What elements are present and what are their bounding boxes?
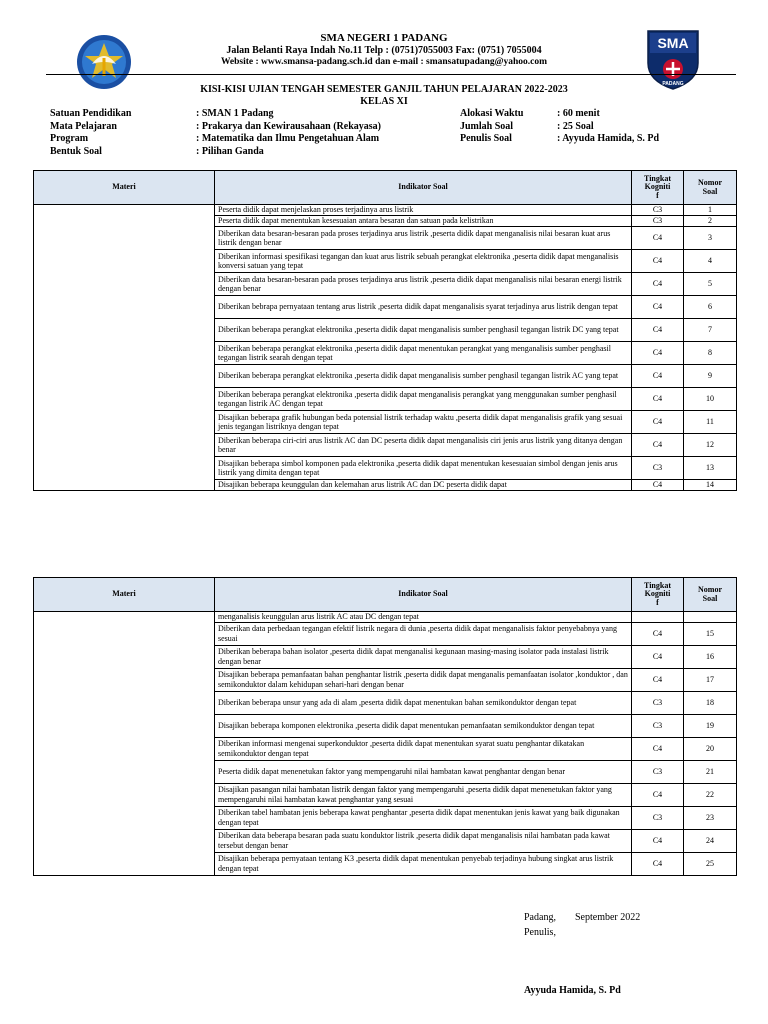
meta-label: Bentuk Soal [50, 145, 102, 157]
level-cell: C4 [632, 250, 684, 273]
indikator-cell: Disajikan beberapa pemanfaatan bahan penghantar listrik ,peserta didik dapat menganalis pemanfaatan isolator ,konduktor , dan semikonduktor dalam kehidupan sehari-hari dengan benar [215, 668, 632, 691]
number-cell: 3 [684, 227, 737, 250]
level-cell: C3 [632, 457, 684, 480]
materi-cell [34, 612, 215, 876]
level-cell: C4 [632, 852, 684, 875]
meta-right-values [557, 108, 659, 146]
logo-text: SMA [657, 35, 689, 51]
table-header-row [34, 578, 737, 612]
level-cell: C4 [632, 622, 684, 645]
header-materi: Materi [34, 578, 215, 612]
number-cell: 20 [684, 737, 737, 760]
level-cell: C4 [632, 480, 684, 491]
signature-date: September 2022 [575, 912, 641, 923]
number-cell: 4 [684, 250, 737, 273]
meta-value: : Pilihan Ganda [196, 145, 264, 157]
level-cell: C4 [632, 434, 684, 457]
indikator-cell: Diberikan informasi spesifikasi tegangan dan kuat arus listrik sebuah perangkat elektronika ,peserta didik dapat menganalisis konversi satuan yang tepat [215, 250, 632, 273]
number-cell: 17 [684, 668, 737, 691]
header-tingkat-line: Kogniti [644, 589, 671, 599]
indikator-cell: Diberikan data perbedaan tegangan efektif listrik negara di dunia ,peserta didik dapat menganalisis faktor penyebabnya yang sesuai [215, 622, 632, 645]
signature-name: Ayyuda Hamida, S. Pd [524, 985, 621, 996]
indikator-cell: Disajikan beberapa keunggulan dan kelemahan arus listrik AC dan DC peserta didik dapat [215, 480, 632, 491]
number-cell: 19 [684, 714, 737, 737]
indikator-cell: Disajikan beberapa komponen elektronika ,peserta didik dapat menentukan pemanfaatan semikonduktor dengan tepat [215, 714, 632, 737]
header-tingkat-line: Tingkat [644, 173, 671, 183]
level-cell: C3 [632, 691, 684, 714]
header-nomor-line: Nomor [698, 585, 722, 594]
number-cell: 8 [684, 342, 737, 365]
table-header-row [34, 171, 737, 205]
indikator-cell: Disajikan pasangan nilai hambatan listrik dengan faktor yang mempengaruhi ,peserta didik dapat menenetukan faktor yang mempengaruhi nilai hambatan kawat penghantar yang sesuai [215, 783, 632, 806]
indikator-cell: Peserta didik dapat menentukan kesesuaian antara besaran dan satuan pada kelistrikan [215, 216, 632, 227]
level-cell: C3 [632, 205, 684, 216]
indikator-cell: Disajikan beberapa simbol komponen pada elektronika ,peserta didik dapat menentukan kesesuaian simbol dengan jenis arus listrik yang dimita dengan tepat [215, 457, 632, 480]
header-tingkat-line: Tingkat [644, 580, 671, 590]
document-title: KISI-KISI UJIAN TENGAH SEMESTER GANJIL TAHUN PELAJARAN 2022-2023 [200, 84, 568, 95]
number-cell: 16 [684, 645, 737, 668]
indikator-cell: Diberikan beberapa perangkat elektronika ,peserta didik dapat menentukan perangkat yang menganalisis sumber penghasil tegangan listrik searah dengan tepat [215, 342, 632, 365]
meta-left-labels [50, 108, 131, 158]
number-cell [684, 612, 737, 623]
header-tingkat-line: f [656, 597, 659, 607]
number-cell: 25 [684, 852, 737, 875]
indikator-cell: Diberikan beberapa perangkat elektronika ,peserta didik dapat menganalisis sumber penghasil tegangan listrik AC yang tepat [215, 365, 632, 388]
number-cell: 7 [684, 319, 737, 342]
meta-value: : Ayyuda Hamida, S. Pd [557, 133, 660, 144]
level-cell: C4 [632, 668, 684, 691]
indikator-cell: Diberikan beberapa perangkat elektronika ,peserta didik dapat menganalisis perangkat yang menggunakan sumber penghasil tegangan listrik AC dengan tepat [215, 388, 632, 411]
school-website: Website : www.smansa-padang.sch.id dan e-mail : smansatupadang@yahoo.com [220, 57, 548, 67]
number-cell: 10 [684, 388, 737, 411]
meta-value: : Matematika dan Ilmu Pengetahuan Alam [196, 133, 380, 144]
header-tingkat-kognitif [632, 578, 684, 612]
header-rule [46, 74, 736, 75]
signature-place: Padang, [524, 912, 556, 923]
level-cell: C3 [632, 806, 684, 829]
meta-value: : Prakarya dan Kewirausahaan (Rekayasa) [196, 120, 382, 132]
meta-label: Program [50, 133, 89, 144]
header-indikator: Indikator Soal [215, 171, 632, 205]
table-row [34, 205, 737, 216]
number-cell: 1 [684, 205, 737, 216]
number-cell: 18 [684, 691, 737, 714]
school-name: SMA NEGERI 1 PADANG [320, 32, 448, 44]
indikator-cell: Diberikan beberapa perangkat elektronika ,peserta didik dapat menganalisis sumber penghasil tegangan listrik DC yang tepat [215, 319, 632, 342]
meta-right-labels [460, 108, 523, 146]
level-cell: C4 [632, 645, 684, 668]
materi-cell [34, 205, 215, 491]
indikator-cell: Peserta didik dapat menenetukan faktor yang mempengaruhi nilai hambatan kawat penghantar dengan benar [215, 760, 632, 783]
indikator-cell: Diberikan tabel hambatan jenis beberapa kawat penghantar ,peserta didik dapat menentukan jenis kawat yang baik digunakan dengan tepat [215, 806, 632, 829]
level-cell: C4 [632, 783, 684, 806]
document-class: KELAS XI [360, 96, 408, 107]
indikator-cell: Disajikan beberapa pernyataan tentang K3 ,peserta didik dapat menentukan penyebab terjadinya hubung singkat arus listrik dengan tepat [215, 852, 632, 875]
number-cell: 23 [684, 806, 737, 829]
indikator-cell: Diberikan beberapa ciri-ciri arus listrik AC dan DC peserta didik dapat menganalisis ciri jenis arus listrik yang ditanya dengan benar [215, 434, 632, 457]
header-nomor-soal [684, 578, 737, 612]
level-cell: C4 [632, 273, 684, 296]
number-cell: 6 [684, 296, 737, 319]
level-cell: C4 [632, 319, 684, 342]
header-nomor-line: Soal [702, 593, 718, 603]
header-nomor-line: Soal [702, 186, 718, 196]
level-cell: C4 [632, 227, 684, 250]
number-cell: 9 [684, 365, 737, 388]
indikator-cell: Diberikan beberapa unsur yang ada di alam ,peserta didik dapat menentukan bahan semikonduktor dengan tepat [215, 691, 632, 714]
indikator-cell: Diberikan data besaran-besaran pada proses terjadinya arus listrik ,peserta didik dapat menganalisis nilai besaran kuat arus listrik dengan benar [215, 227, 632, 250]
level-cell: C4 [632, 411, 684, 434]
meta-value: : SMAN 1 Padang [196, 108, 274, 119]
meta-label: Jumlah Soal [460, 120, 514, 132]
indikator-cell: Diberikan data besaran-besaran pada proses terjadinya arus listrik ,peserta didik dapat menganalisis nilai besaran energi listrik dengan benar [215, 273, 632, 296]
level-cell: C4 [632, 737, 684, 760]
indikator-cell: Diberikan bebrapa pernyataan tentang arus listrik ,peserta didik dapat menganalisis syarat terjadinya arus listrik dengan tepat [215, 296, 632, 319]
level-cell: C4 [632, 296, 684, 319]
number-cell: 11 [684, 411, 737, 434]
header-indikator: Indikator Soal [215, 578, 632, 612]
indikator-cell: Diberikan data beberapa besaran pada suatu konduktor listrik ,peserta didik dapat menganalisis nilai hambatan pada kawat tersebut dengan benar [215, 829, 632, 852]
level-cell: C4 [632, 342, 684, 365]
level-cell: C4 [632, 365, 684, 388]
number-cell: 24 [684, 829, 737, 852]
table-row-continuation [34, 612, 737, 623]
number-cell: 12 [684, 434, 737, 457]
level-cell: C3 [632, 760, 684, 783]
signature-role: Penulis, [524, 927, 556, 938]
school-address: Jalan Belanti Raya Indah No.11 Telp : (0751)7055003 Fax: (0751) 7055004 [226, 45, 542, 56]
meta-label: Penulis Soal [460, 133, 512, 144]
indikator-cell: Diberikan informasi mengenai superkonduktor ,peserta didik dapat menentukan syarat suatu penghantar dikatakan semikonduktor dengan tepat [215, 737, 632, 760]
level-cell [632, 612, 684, 623]
number-cell: 14 [684, 480, 737, 491]
number-cell: 15 [684, 622, 737, 645]
meta-value: : 25 Soal [557, 120, 594, 132]
header-materi: Materi [34, 171, 215, 205]
indikator-cell: Disajikan beberapa grafik hubungan beda potensial listrik terhadap waktu ,peserta didik dapat menganalisis grafik yang sesuai jenis tegangan listriknya dengan tepat [215, 411, 632, 434]
meta-label: Satuan Pendidikan [50, 108, 132, 119]
indikator-continuation: menganalisis keunggulan arus listrik AC atau DC dengan tepat [215, 612, 632, 623]
level-cell: C3 [632, 216, 684, 227]
kisi-kisi-table-page-2 [33, 577, 737, 876]
meta-value: : 60 menit [557, 108, 600, 119]
number-cell: 5 [684, 273, 737, 296]
kisi-kisi-table-page-1 [33, 170, 737, 491]
meta-label: Mata Pelajaran [50, 120, 117, 132]
level-cell: C4 [632, 388, 684, 411]
level-cell: C4 [632, 829, 684, 852]
logo-subtext: PADANG [662, 81, 684, 87]
indikator-cell: Diberikan beberapa bahan isolator ,peserta didik dapat menganalisi kegunaan masing-masing isolator pada instalasi listrik dengan benar [215, 645, 632, 668]
number-cell: 22 [684, 783, 737, 806]
number-cell: 21 [684, 760, 737, 783]
header-nomor-line: Nomor [698, 178, 722, 187]
number-cell: 2 [684, 216, 737, 227]
meta-left-values [196, 108, 381, 158]
header-tingkat-kognitif [632, 171, 684, 205]
number-cell: 13 [684, 457, 737, 480]
level-cell: C3 [632, 714, 684, 737]
header-tingkat-line: Kogniti [644, 182, 671, 192]
header-nomor-soal [684, 171, 737, 205]
indikator-cell: Peserta didik dapat menjelaskan proses terjadinya arus listrik [215, 205, 632, 216]
header-tingkat-line: f [656, 190, 659, 200]
meta-label: Alokasi Waktu [460, 108, 524, 119]
